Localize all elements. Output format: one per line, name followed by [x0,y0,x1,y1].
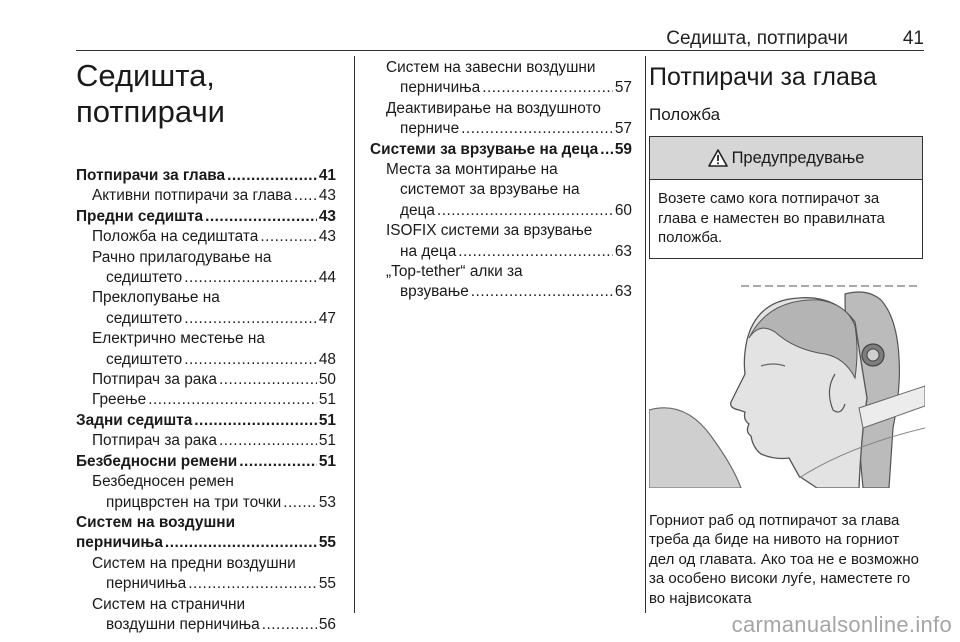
toc-entry[interactable] [370,201,632,221]
toc-page-number: 59 [614,140,632,158]
table-of-contents [76,166,336,635]
page-number: 41 [902,28,924,49]
toc-page-number: 43 [318,228,336,246]
toc-entry-title: перничиња [76,534,163,552]
toc-entry-title: перниче [400,120,460,138]
toc-entry-title: Потпирач за рака [92,432,217,450]
toc-entry[interactable] [76,186,336,206]
toc-entry-line[interactable]: Систем на странични [92,595,246,613]
header-rule [76,50,924,51]
toc-entry-title: Предни седишта [76,207,204,225]
column-divider [354,56,355,613]
toc-entry[interactable] [76,574,336,594]
toc-entry-line[interactable]: „Top-tether“ алки за [386,263,523,281]
toc-leader-dots [283,493,317,513]
toc-leader-dots [482,78,613,98]
toc-column-1 [76,58,336,635]
page-header [76,0,924,52]
toc-entry-title: Безбедносни ремени [76,452,238,470]
toc-entry[interactable] [370,282,632,302]
toc-page-number: 51 [318,432,336,450]
toc-entry[interactable] [76,207,336,227]
toc-entry[interactable] [76,166,336,186]
toc-leader-dots [205,207,317,227]
toc-entry[interactable] [76,390,336,410]
warning-title: Предупредување [731,148,865,167]
toc-entry-line[interactable]: системот за врзување на [400,181,580,199]
toc-entry[interactable] [76,350,336,370]
toc-leader-dots [600,140,613,160]
toc-leader-dots [184,350,317,370]
toc-entry-title: седиштето [106,350,183,368]
toc-page-number: 53 [318,493,336,511]
toc-leader-dots [239,452,317,472]
toc-entry[interactable] [76,227,336,247]
toc-entry-line[interactable]: Безбедносен ремен [92,473,234,491]
toc-leader-dots [260,227,317,247]
toc-page-number: 60 [614,201,632,219]
body-paragraph: Горниот раб од потпирачот за глава треба да биде на нивото на горниот дел од главата. Ако тоа не е возможно за особено високи луѓе, наместете го во највисоката [649,511,919,607]
watermark: carmanualsonline.info [731,612,952,637]
toc-leader-dots [184,268,317,288]
toc-page-number: 51 [318,391,336,409]
toc-entry[interactable] [370,242,632,262]
chapter-title [76,58,336,130]
column-divider [645,56,646,613]
toc-entry[interactable] [370,119,632,139]
toc-page-number: 57 [614,120,632,138]
table-of-contents [370,58,632,303]
toc-entry-title: Потпирачи за глава [76,167,226,184]
toc-page-number: 55 [318,575,336,593]
running-title: Седишта, потпирачи [666,28,848,49]
toc-entry-title: прицврстен на три точки [106,493,282,511]
warning-box [649,136,923,259]
toc-leader-dots [219,431,317,451]
toc-entry-title: воздушни перничиња [106,615,260,633]
toc-leader-dots [184,309,317,329]
toc-entry-title: Задни седишта [76,411,193,429]
toc-entry-line[interactable]: Систем на предни воздушни [92,554,296,572]
toc-entry[interactable] [76,411,336,431]
toc-entry[interactable] [76,493,336,513]
toc-entry[interactable] [76,370,336,390]
toc-entry-line[interactable]: ISOFIX системи за врзување [386,222,593,240]
toc-entry-line[interactable]: Систем на завесни воздушни [386,59,596,76]
toc-page-number: 63 [614,242,632,260]
toc-entry-title: деца [400,201,435,219]
headrest-position-illustration [649,278,925,488]
toc-entry-line[interactable]: Преклопување на [92,289,220,307]
toc-entry-title: на деца [400,242,457,260]
toc-leader-dots [461,119,613,139]
warning-header [650,137,922,180]
warning-text: Возете само кога потпирачот за глава е наместен во правилната положба. [658,190,885,246]
toc-leader-dots [262,615,317,635]
warning-triangle-icon [708,149,728,167]
toc-leader-dots [437,201,613,221]
toc-entry-line[interactable]: Места за монтирање на [386,161,558,179]
toc-entry-title: перничиња [106,575,187,593]
subsection-title: Положба [649,105,721,124]
chapter-title-line: потпирачи [76,94,225,129]
toc-leader-dots [188,574,317,594]
toc-entry-title: седиштето [106,309,183,327]
toc-entry-title: Активни потпирачи за глава [92,187,292,205]
content-column [649,58,925,608]
toc-page-number: 51 [318,411,336,429]
toc-leader-dots [471,282,613,302]
toc-entry-title: Потпирач за рака [92,371,217,389]
toc-leader-dots [219,370,317,390]
toc-entry[interactable] [76,431,336,451]
toc-leader-dots [165,533,317,553]
toc-page-number: 47 [318,309,336,327]
toc-entry-title: перничиња [400,79,481,97]
toc-entry-line[interactable]: Деактивирање на воздушното [386,99,601,117]
toc-column-2 [370,58,632,303]
toc-leader-dots [227,166,317,186]
toc-page-number: 63 [614,283,632,301]
section-title: Потпирачи за глава [649,63,877,91]
toc-leader-dots [458,242,613,262]
toc-page-number: 44 [318,269,336,287]
toc-entry-line[interactable]: Електрично местење на [92,330,265,348]
toc-entry[interactable] [76,452,336,472]
toc-page-number: 55 [318,534,336,552]
toc-page-number: 56 [318,615,336,633]
chapter-title-line: Седишта, [76,58,215,93]
toc-page-number: 43 [318,187,336,205]
toc-entry-title: врзување [400,283,469,301]
toc-leader-dots [194,411,317,431]
toc-entry[interactable] [370,78,632,98]
toc-page-number: 57 [614,79,632,97]
toc-entry[interactable] [76,533,336,553]
toc-page-number: 51 [318,452,336,470]
toc-entry[interactable] [76,615,336,635]
toc-entry[interactable] [370,140,632,160]
toc-entry[interactable] [76,268,336,288]
toc-page-number: 43 [318,207,336,225]
toc-page-number: 41 [318,167,336,184]
toc-entry-line[interactable]: Систем на воздушни [76,513,236,531]
toc-entry-line[interactable]: Рачно прилагодување на [92,248,272,266]
toc-leader-dots [294,186,317,206]
toc-entry[interactable] [76,309,336,329]
toc-page-number: 48 [318,350,336,368]
toc-page-number: 50 [318,371,336,389]
toc-entry-title: седиштето [106,269,183,287]
toc-entry-title: Греење [92,391,147,409]
toc-entry-title: Положба на седиштата [92,228,259,246]
toc-leader-dots [148,390,317,410]
toc-entry-title: Системи за врзување на деца [370,140,599,158]
